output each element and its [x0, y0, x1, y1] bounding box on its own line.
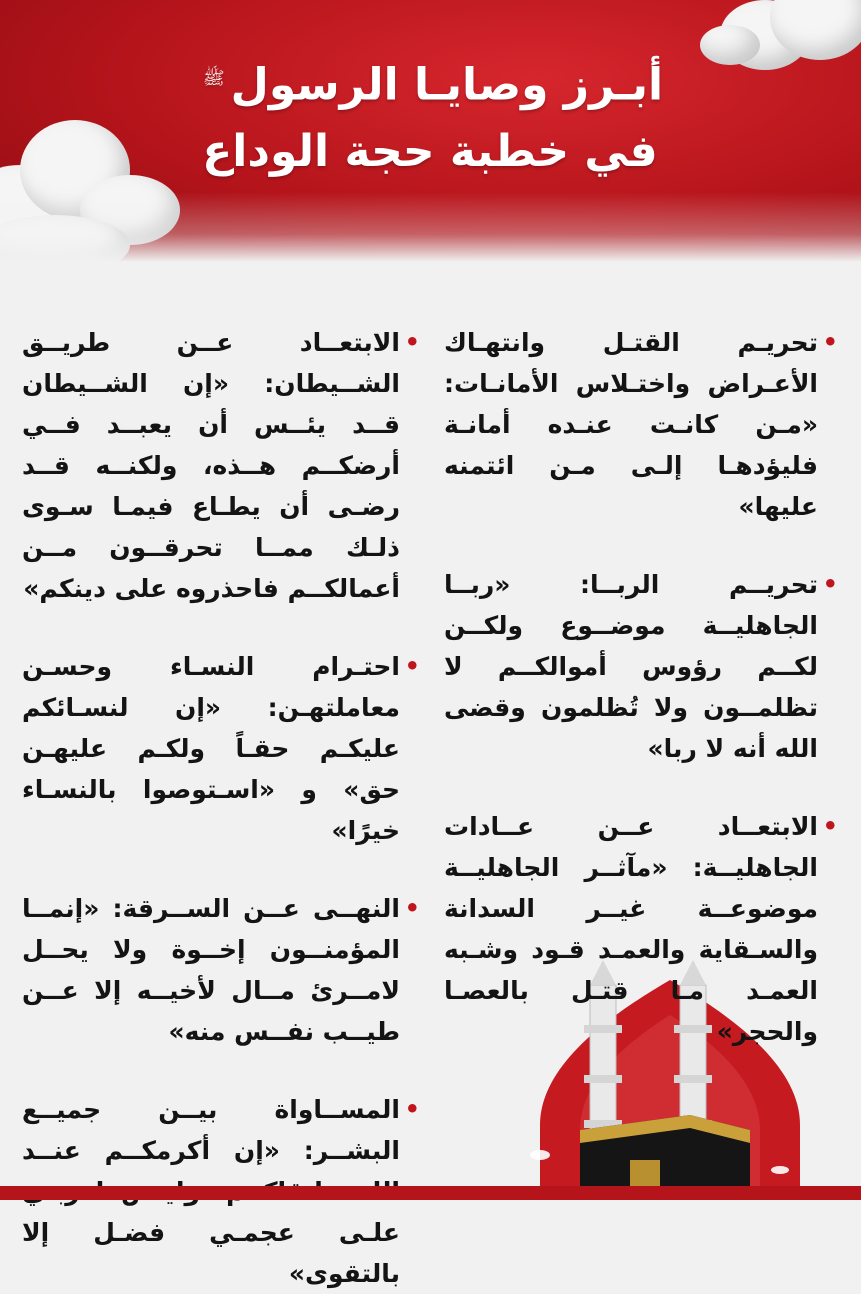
- title-line-1: [150, 46, 710, 119]
- list-item-text: تحريـم القتـل وانتهـاك الأعـراض واختـلاس الأمانـات: «مـن كانـت عنـده أمانـة فليؤدهـا إلـى مـن ائتمنه عليها»: [444, 328, 818, 521]
- bullet-icon: •: [404, 652, 420, 680]
- list-item-text: تحريــم الربــا: «ربــا الجاهليــة موضــوع ولكــن لكــم رؤوس أموالكــم لا تظلمــون ولا تُظلمون وقضى الله أنه لا ربا»: [444, 570, 818, 763]
- title-line-2: في خطبة حجة الوداع: [202, 125, 658, 177]
- list-item-text: احتـرام النسـاء وحسـن معاملتهـن: «إن لنسـائكم عليكـم حقـاً ولكـم عليهـن حق» و «اسـتوصوا بالنسـاء خيرًا»: [22, 652, 400, 845]
- bullet-icon: •: [822, 328, 838, 356]
- list-item: [22, 888, 422, 1052]
- honorific-calligraphy: ﷺ: [202, 68, 225, 89]
- cloud-top-right: [700, 0, 861, 80]
- bullet-icon: •: [822, 812, 838, 840]
- page-title: [150, 46, 710, 185]
- list-item-text: النهــى عــن الســرقة: «إنمــا المؤمنــون إخــوة ولا يحــل لامــرئ مــال لأخيــه إلا عــن طيــب نفــس منه»: [22, 894, 400, 1046]
- bullet-icon: •: [404, 328, 420, 356]
- list-item: [444, 806, 840, 1052]
- footer-bar: [0, 1186, 861, 1200]
- list-item: [444, 322, 840, 527]
- list-item-text: الابتعــاد عــن طريــق الشــيطان: «إن الشــيطان قــد يئــس أن يعبــد فــي أرضكــم هــذه، ولكنــه قــد رضـى أن يطـاع فيمـا سـوى ذلـك ممــا تحرقــون مــن أعمالكــم فاحذروه على دينكم»: [22, 328, 400, 603]
- bullet-icon: •: [822, 570, 838, 598]
- bullet-icon: •: [404, 894, 420, 922]
- list-item: [444, 564, 840, 769]
- left-column: [22, 322, 422, 1294]
- title-text-1: أبـرز وصايـا الرسول: [230, 59, 664, 111]
- list-item: [22, 322, 422, 609]
- bullet-icon: •: [404, 1095, 420, 1123]
- list-item-text: الابتعــاد عــن عــادات الجاهليــة: «مآثــر الجاهليــة موضوعــة غيــر السدانة والسـقاية والعمـد قـود وشـبه العمـد مـا قتـل بالعصـا والحجر»: [444, 812, 818, 1046]
- right-column: [444, 322, 840, 1052]
- list-item-text: المســاواة بيــن جميــع البشــر: «إن أكرمكــم عنــد علـى عجمـي فضـل إلا بالتقوى»: [22, 1095, 400, 1288]
- list-item: [22, 646, 422, 851]
